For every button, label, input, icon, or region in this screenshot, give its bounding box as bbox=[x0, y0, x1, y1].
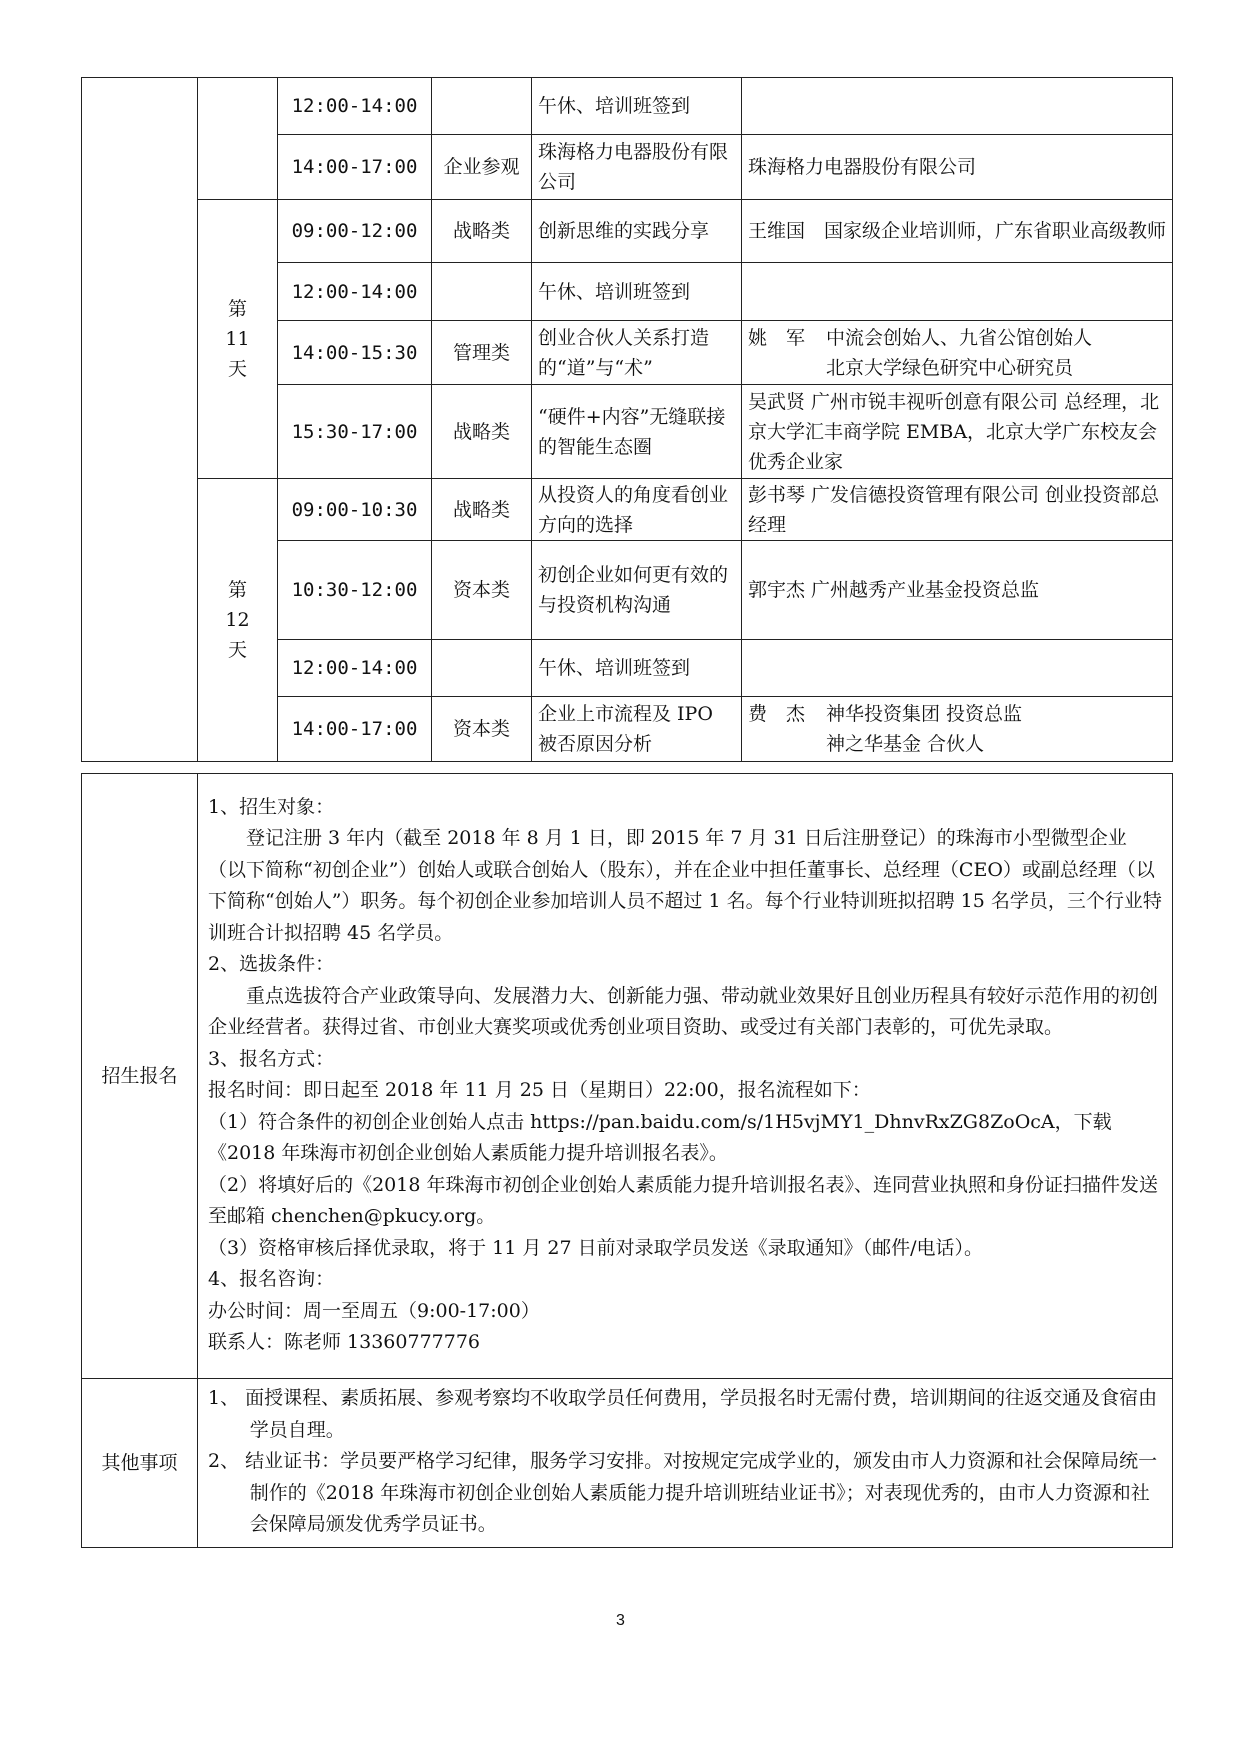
list-item: 2、 结业证书：学员要严格学习纪律，服务学习安排。对按规定完成学业的，颁发由市人力资源和社会保障局统一制作的《2018 年珠海市初创企业创始人素质能力提升培训班结业证书》；对表现优秀的，由市人力资源和社会保障局颁发优秀学员证书。 bbox=[208, 1450, 1158, 1535]
table-row bbox=[82, 479, 1173, 541]
category-cell: 战略类 bbox=[432, 200, 532, 263]
category-cell bbox=[432, 78, 532, 135]
list-item: 1、 面授课程、素质拓展、参观考察均不收取学员任何费用，学员报名时无需付费，培训期间的往返交通及食宿由学员自理。 bbox=[208, 1387, 1158, 1441]
speaker-title-line: 神之华基金 合伙人 bbox=[826, 733, 985, 755]
time-cell: 15:30-17:00 bbox=[278, 385, 432, 479]
speaker-cell bbox=[742, 263, 1173, 321]
topic-cell: 创业合伙人关系打造的“道”与“术” bbox=[532, 321, 742, 385]
paragraph: 报名时间：即日起至 2018 年 11 月 25 日（星期日）22:00，报名流程如下： bbox=[208, 1079, 871, 1101]
page-number: 3 bbox=[616, 1612, 625, 1629]
category-cell: 战略类 bbox=[432, 479, 532, 541]
paragraph: 联系人：陈老师 13360777776 bbox=[208, 1331, 481, 1353]
speaker-title-line: 神华投资集团 投资总监 bbox=[826, 703, 1023, 725]
speaker-cell: 王维国 国家级企业培训师，广东省职业高级教师 bbox=[742, 200, 1173, 263]
speaker-cell bbox=[742, 321, 1173, 385]
section-heading: 4、报名咨询： bbox=[208, 1268, 335, 1290]
topic-cell: 午休、培训班签到 bbox=[532, 78, 742, 135]
speaker-name: 费 杰 bbox=[748, 703, 806, 725]
left-blank-cell bbox=[82, 78, 198, 762]
topic-cell: 初创企业如何更有效的与投资机构沟通 bbox=[532, 541, 742, 640]
topic-cell: 午休、培训班签到 bbox=[532, 640, 742, 697]
enrollment-content bbox=[198, 774, 1173, 1379]
topic-cell: “硬件+内容”无缝联接的智能生态圈 bbox=[532, 385, 742, 479]
time-cell: 09:00-12:00 bbox=[278, 200, 432, 263]
category-cell: 战略类 bbox=[432, 385, 532, 479]
other-content bbox=[198, 1379, 1173, 1548]
category-cell: 管理类 bbox=[432, 321, 532, 385]
speaker-cell bbox=[742, 697, 1173, 762]
speaker-cell bbox=[742, 640, 1173, 697]
topic-cell: 从投资人的角度看创业方向的选择 bbox=[532, 479, 742, 541]
paragraph: 重点选拔符合产业政策导向、发展潜力大、创新能力强、带动就业效果好且创业历程具有较好示范作用的初创企业经营者。获得过省、市创业大赛奖项或优秀创业项目资助、或受过有关部门表彰的，可优先录取。 bbox=[208, 984, 1159, 1038]
time-cell: 14:00-15:30 bbox=[278, 321, 432, 385]
section-heading: 2、选拔条件： bbox=[208, 953, 335, 975]
other-label: 其他事项 bbox=[82, 1379, 198, 1548]
day-label: 第 12 天 bbox=[198, 479, 278, 762]
day-label: 第 11 天 bbox=[198, 200, 278, 479]
enrollment-section bbox=[82, 774, 1173, 1379]
paragraph: （2）将填好后的《2018 年珠海市初创企业创始人素质能力提升培训报名表》、连同营业执照和身份证扫描件发送至邮箱 chenchen@pkucy.org。 bbox=[208, 1173, 1158, 1227]
speaker-cell: 珠海格力电器股份有限公司 bbox=[742, 135, 1173, 200]
category-cell: 资本类 bbox=[432, 697, 532, 762]
time-cell: 12:00-14:00 bbox=[278, 263, 432, 321]
enrollment-label: 招生报名 bbox=[82, 774, 198, 1379]
speaker-cell: 郭宇杰 广州越秀产业基金投资总监 bbox=[742, 541, 1173, 640]
speaker-name: 姚 军 bbox=[748, 326, 806, 349]
info-table bbox=[81, 773, 1173, 1548]
paragraph: （1）符合条件的初创企业创始人点击 https://pan.baidu.com/s/1H5vjMY1_DhnvRxZG8ZoOcA，下载《2018 年珠海市初创企业创始人素质能力提升培训报名表》。 bbox=[208, 1110, 1112, 1164]
speaker-cell: 彭书琴 广发信德投资管理有限公司 创业投资部总经理 bbox=[742, 479, 1173, 541]
speaker-cell: 吴武贤 广州市锐丰视听创意有限公司 总经理，北京大学汇丰商学院 EMBA，北京大学广东校友会优秀企业家 bbox=[742, 385, 1173, 479]
category-cell bbox=[432, 263, 532, 321]
day-cell-empty bbox=[198, 78, 278, 200]
section-heading: 3、报名方式： bbox=[208, 1047, 335, 1070]
time-cell: 09:00-10:30 bbox=[278, 479, 432, 541]
section-heading: 1、招生对象： bbox=[208, 795, 335, 818]
time-cell: 12:00-14:00 bbox=[278, 78, 432, 135]
time-cell: 14:00-17:00 bbox=[278, 697, 432, 762]
speaker-title-line: 中流会创始人、九省公馆创始人 bbox=[826, 326, 1093, 349]
schedule-table bbox=[81, 77, 1173, 762]
time-cell: 14:00-17:00 bbox=[278, 135, 432, 200]
category-cell: 企业参观 bbox=[432, 135, 532, 200]
topic-cell: 午休、培训班签到 bbox=[532, 263, 742, 321]
category-cell bbox=[432, 640, 532, 697]
category-cell: 资本类 bbox=[432, 541, 532, 640]
paragraph: 登记注册 3 年内（截至 2018 年 8 月 1 日，即 2015 年 7 月 31 日后注册登记）的珠海市小型微型企业（以下简称“初创企业”）创始人或联合创始人（股东），并在企业中担任董事长、总经理（CEO）或副总经理（以下简称“创始人”）职务。每个初创企业参加培训人员不超过 1 名。每个行业特训班拟招聘 15 名学员，三个行业特训班合计拟招聘 45 名学员。 bbox=[208, 827, 1162, 944]
time-cell: 10:30-12:00 bbox=[278, 541, 432, 640]
topic-cell: 企业上市流程及 IPO 被否原因分析 bbox=[532, 697, 742, 762]
other-section bbox=[82, 1379, 1173, 1548]
speaker-title-line: 北京大学绿色研究中心研究员 bbox=[826, 356, 1074, 379]
paragraph: 办公时间：周一至周五（9:00-17:00） bbox=[208, 1299, 540, 1322]
table-row bbox=[82, 78, 1173, 135]
topic-cell: 珠海格力电器股份有限公司 bbox=[532, 135, 742, 200]
topic-cell: 创新思维的实践分享 bbox=[532, 200, 742, 263]
table-row bbox=[82, 200, 1173, 263]
paragraph: （3）资格审核后择优录取，将于 11 月 27 日前对录取学员发送《录取通知》（邮件/电话）。 bbox=[208, 1236, 984, 1259]
speaker-cell bbox=[742, 78, 1173, 135]
time-cell: 12:00-14:00 bbox=[278, 640, 432, 697]
